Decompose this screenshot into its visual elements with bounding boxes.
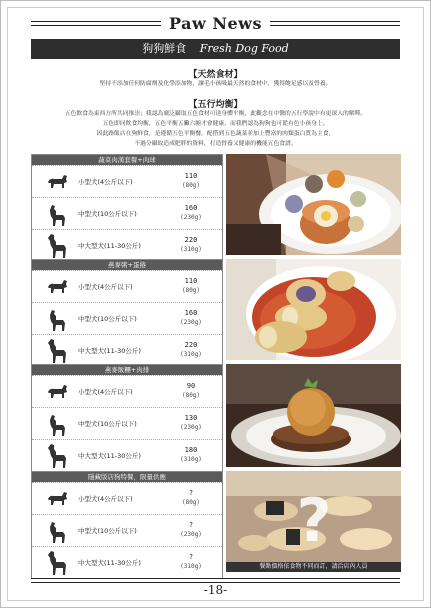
menu-title: 蔬菜肉漢套餐+肉球 [32,155,222,165]
menu-row [32,514,222,546]
price: ? (80g) [181,489,201,506]
price: 220 (310g) [180,341,202,358]
menu-block [31,471,223,579]
menu-row [32,302,222,334]
small-dog-icon [42,378,70,405]
size-label: 中型犬(10公斤以下) [78,527,137,535]
egg-roll-dish-photo [226,259,401,360]
small-dog-icon [42,273,70,300]
menu-row [32,546,222,578]
size-label: 小型犬(4公斤以下) [78,495,133,503]
menu-title: 燕麥粥+蛋捲 [32,260,222,270]
size-label: 中型犬(10公斤以下) [78,420,137,428]
small-dog-icon [42,168,70,195]
size-label: 中大型犬(11-30公斤) [78,452,141,460]
medium-dog-icon [42,200,70,227]
rice-ball-dish-photo [226,364,401,467]
title-bar [31,39,400,59]
balance-heading: 【五行均衡】 [188,100,243,110]
menu-row [32,270,222,302]
menu-block [31,364,223,472]
balance-line: 五色即同飲食均衡，五色平衡五臟六腑才會健康，而我們認為狗狗也可從有色小孩身上。 [102,121,329,127]
menu-block [31,259,223,367]
price: 180 (310g) [180,446,202,463]
meatball-dish-photo [226,154,401,255]
large-dog-icon [42,337,70,364]
masthead: Paw News [1,14,430,33]
menu-title: 隱藏版店狗特餐，限量供應 [32,472,222,482]
size-label: 中型犬(10公斤以下) [78,315,137,323]
size-label: 小型犬(4公斤以下) [78,178,133,186]
menu-block [31,154,223,262]
large-dog-icon [42,442,70,469]
medium-dog-icon [42,517,70,544]
size-label: 中大型犬(11-30公斤) [78,559,141,567]
title-en: Fresh Dog Food [199,42,289,55]
large-dog-icon [42,232,70,259]
price: ? (230g) [180,521,202,538]
balance-line: 不過分攝取造成肥胖的資料，打造營養又健康的機能五色食譜。 [134,141,297,147]
menu-row [32,482,222,514]
price-note: 餐點價格依食物不同而訂，請洽店內人員 [226,562,401,572]
page-number: -18- [1,583,430,597]
balance-line: 五色飲食為東西方所共同推崇；我認為廣泛攝取五色食材可達身體平衡，此觀念在中醫的五行學說中有更深入的解釋。 [64,111,367,117]
size-label: 中型犬(10公斤以下) [78,210,137,218]
menu-row [32,165,222,197]
menu-title: 燕麥飯糰+肉排 [32,365,222,375]
size-label: 中大型犬(11-30公斤) [78,347,141,355]
price: 130 (230g) [180,414,202,431]
menu-row [32,334,222,366]
small-dog-icon [42,485,70,512]
price: 90 (80g) [181,382,201,399]
price: ? (310g) [180,553,202,570]
title-zh: 狗狗鮮食 [142,42,187,55]
medium-dog-icon [42,410,70,437]
size-label: 小型犬(4公斤以下) [78,283,133,291]
menu-row [32,375,222,407]
menu-row [32,229,222,261]
size-label: 中大型犬(11-30公斤) [78,242,141,250]
natural-text: 堅持不添加任何防腐劑及化學添加物，讓毛小孩吸最天然的食材中，獲得飽足感以及營養。 [99,81,332,87]
price: 160 (230g) [180,204,202,221]
size-label: 小型犬(4公斤以下) [78,388,133,396]
menu-row [32,439,222,471]
menu-row [32,407,222,439]
price: 160 (230g) [180,309,202,326]
natural-heading: 【天然食材】 [188,70,243,80]
large-dog-icon [42,549,70,576]
secret-dish-photo [226,471,401,562]
medium-dog-icon [42,305,70,332]
balance-line: 因此路飯店在狗鮮食，是遵循五色平衡餐，配搭到五色蔬菜並加上豐富的肉類蛋白質為主食， [96,131,335,137]
svg-text:?: ? [296,486,332,556]
menu-row [32,197,222,229]
price: 220 (310g) [180,236,202,253]
price: 110 (80g) [181,277,201,294]
price: 110 (80g) [181,172,201,189]
